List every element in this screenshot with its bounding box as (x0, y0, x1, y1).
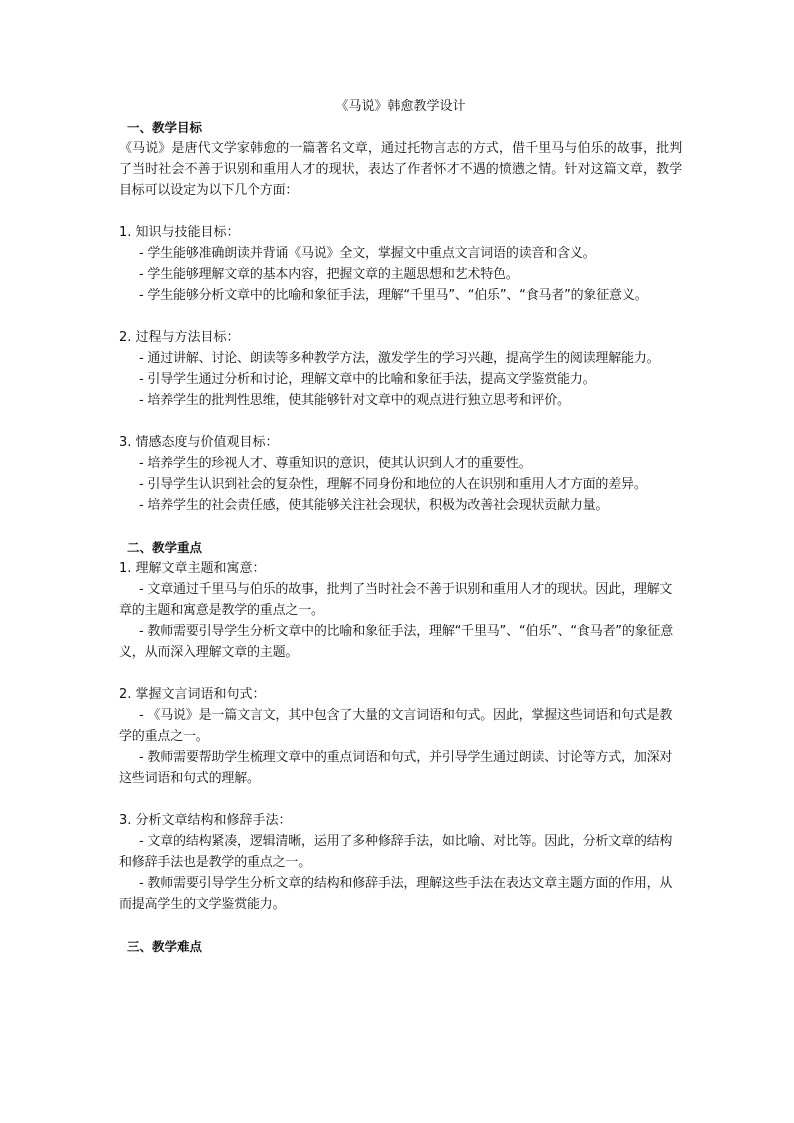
spacer (119, 789, 682, 810)
subheading-knowledge-skills: 1. 知识与技能目标： (119, 225, 240, 240)
intro-paragraph: 《马说》是唐代文学家韩愈的一篇著名文章，通过托物言志的方式，借千里马与伯乐的故事，批判了当时社会不善于识别和重用人才的现状，表达了作者怀才不遇的愤懑之情。针对这篇文章，教学目标可以设定为以下几个方面： (119, 141, 682, 198)
list-item: - 教师需要帮助学生梳理文章中的重点词语和句式，并引导学生通过朗读、讨论等方式，加深对这些词语和句式的理解。 (119, 750, 673, 786)
list-item: - 教师需要引导学生分析文章中的比喻和象征手法，理解“千里马”、“伯乐”、“食马者”的象征意义，从而深入理解文章的主题。 (119, 624, 674, 660)
subheading-structure-rhetoric: 3. 分析文章结构和修辞手法： (119, 813, 292, 828)
section-heading-difficulties: 三、教学难点 (127, 939, 203, 954)
document-page (119, 96, 682, 957)
list-item: - 学生能够准确朗读并背诵《马说》全文，掌握文中重点文言词语的读音和含义。 (139, 246, 596, 261)
list-item: - 引导学生认识到社会的复杂性，理解不同身份和地位的人在识别和重用人才方面的差异。 (139, 477, 647, 492)
spacer (119, 516, 682, 537)
list-item: - 文章通过千里马与伯乐的故事，批判了当时社会不善于识别和重用人才的现状。因此，理解文章的主题和寓意是教学的重点之一。 (119, 582, 673, 618)
list-item: - 培养学生的珍视人才、尊重知识的意识，使其认识到人才的重要性。 (139, 456, 532, 471)
list-item: - 教师需要引导学生分析文章的结构和修辞手法，理解这些手法在表达文章主题方面的作用，从而提高学生的文学鉴赏能力。 (119, 876, 673, 912)
list-item: - 文章的结构紧凑，逻辑清晰，运用了多种修辞手法，如比喻、对比等。因此，分析文章的结构和修辞手法也是教学的重点之一。 (119, 834, 673, 870)
subheading-process-methods: 2. 过程与方法目标： (119, 330, 240, 345)
spacer (119, 915, 682, 936)
subheading-emotion-values: 3. 情感态度与价值观目标： (119, 435, 279, 450)
document-title: 《马说》韩愈教学设计 (335, 99, 466, 114)
list-item: - 培养学生的社会责任感，使其能够关注社会现状，积极为改善社会现状贡献力量。 (139, 498, 609, 513)
spacer (119, 411, 682, 432)
list-item: - 《马说》是一篇文言文，其中包含了大量的文言词语和句式。因此，掌握这些词语和句式是教学的重点之一。 (119, 708, 673, 744)
list-item: - 学生能够分析文章中的比喻和象征手法，理解“千里马”、“伯乐”、“食马者”的象征意义。 (139, 288, 648, 303)
subheading-classical-words: 2. 掌握文言词语和句式： (119, 687, 266, 702)
list-item: - 培养学生的批判性思维，使其能够针对文章中的观点进行独立思考和评价。 (139, 393, 570, 408)
list-item: - 引导学生通过分析和讨论，理解文章中的比喻和象征手法，提高文学鉴赏能力。 (139, 372, 596, 387)
subheading-theme: 1. 理解文章主题和寓意： (119, 561, 266, 576)
section-heading-key-points: 二、教学重点 (127, 540, 203, 555)
spacer (119, 663, 682, 684)
spacer (119, 306, 682, 327)
list-item: - 学生能够理解文章的基本内容，把握文章的主题思想和艺术特色。 (139, 267, 519, 282)
section-heading-objectives: 一、教学目标 (127, 120, 203, 135)
spacer (119, 201, 682, 222)
list-item: - 通过讲解、讨论、朗读等多种教学方法，激发学生的学习兴趣，提高学生的阅读理解能力。 (139, 351, 660, 366)
